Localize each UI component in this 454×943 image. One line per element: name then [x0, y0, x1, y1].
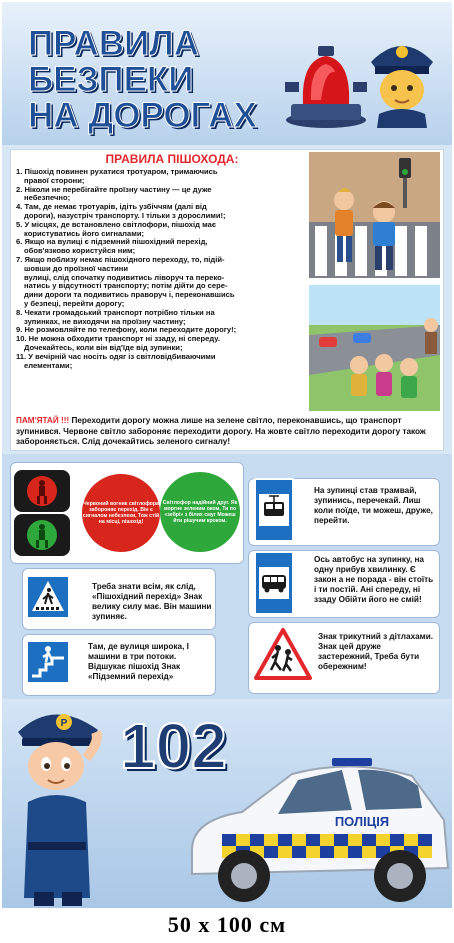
rule-line: у безпеці, перейти дорогу;	[24, 298, 125, 308]
children-crossing-illustration	[309, 152, 440, 278]
title-line-2: БЕЗПЕКИ	[28, 60, 194, 99]
rule-line: 7. Якщо поблизу немає пішохідного переходу, то, підій-	[16, 254, 225, 264]
rules-list	[16, 168, 306, 370]
crosswalk-verse: Треба знати всім, як слід, «Пішохідний перехід» Знак велику силу має. Він машини зупиняє.	[92, 582, 212, 621]
police-siren-icon	[285, 42, 367, 128]
rule-line: вулиці, слід спочатку подивитись ліворуч та переко-	[24, 272, 225, 282]
underground-verse: Там, де вулиця широка, І машини в три потоки. Відшукає пішохід Знак «Підземний перехід»	[88, 642, 189, 681]
poster-size-label: 50 x 100 см	[167, 912, 287, 937]
rule-line: обов'язково користуйся ним;	[24, 246, 136, 256]
tram-stop-sign-icon	[254, 478, 294, 542]
remember-note	[16, 416, 436, 448]
rule-line: 6. Якщо на вулиці є підземний пішохідний перехід,	[16, 237, 208, 247]
underground-crossing-sign-icon	[26, 640, 70, 684]
rule-line: 9. Не розмовляйте по телефону, коли переходите дорогу!;	[16, 325, 237, 335]
title-line-1: ПРАВИЛА	[28, 24, 199, 63]
bus-stop-sign-icon	[254, 551, 294, 615]
remember-label: ПАМ'ЯТАЙ !!!	[16, 416, 70, 425]
red-light-bubble: Червоний вогник світлофора забороняє перехід. Він є сигналом небезпеки, Тож стій на місці, пішохід!	[82, 474, 160, 552]
pedestrian-crossing-sign-icon	[26, 575, 70, 619]
poster	[2, 2, 452, 908]
rule-line: 8. Чекати громадський транспорт потрібно тільки на	[16, 307, 215, 317]
rule-line: 5. У місцях, де встановлено світлофори, пішохід має	[16, 219, 217, 229]
car-police-text: ПОЛІЦІЯ	[334, 814, 390, 829]
rule-line: 2. Ніколи не перебігайте проїзну частину — це дуже	[16, 184, 212, 194]
rule-line: зупинках, не виходячи на проїзну частину;	[24, 316, 186, 326]
rule-line: дороги), назустріч транспорту. І тільки з дорослими!;	[24, 210, 226, 220]
traffic-light-icon	[12, 468, 72, 558]
police-officer-illustration	[4, 702, 114, 906]
police-officer-icon	[367, 30, 437, 128]
rule-line: натись у відсутності транспорту; потім дійти до сере-	[24, 281, 228, 291]
rule-line: 11. У вечірній час носіть одяг із світловідбиваючими	[16, 351, 216, 361]
rule-line: користуватись його сигналами;	[24, 228, 145, 238]
tram-verse: На зупинці став трамвай, зупинись, перечекай. Лиш коли поїде, ти можеш, друже, перейти.	[314, 486, 433, 525]
rule-line: правої сторони;	[24, 175, 85, 185]
emergency-number: 102	[120, 710, 227, 782]
police-badge-letter: P	[60, 718, 68, 729]
children-roadside-illustration	[309, 285, 440, 411]
header-banner	[2, 2, 452, 145]
rule-line: шовши до проїзної частини	[24, 263, 129, 273]
rule-line: небезпечно;	[24, 193, 71, 203]
police-car-illustration	[182, 750, 452, 908]
rule-line: 1. Пішохід повинен рухатися тротуаром, тримаючись	[16, 167, 218, 176]
rule-line: 10. Не можна обходити транспорт ні ззаду, ні спереду.	[16, 334, 220, 344]
rules-title: ПРАВИЛА ПІШОХОДА:	[105, 152, 239, 166]
green-light-bubble: Світлофор надійний друг. Як моргне зеленим оком, Ти по «зебрі» з білих смуг Можеш йти рішучим кроком.	[160, 472, 240, 552]
remember-text: Переходити дорогу можна лише на зелене світло, переконавшись, що транспорт зупинився. Червоне світло забороняє переходити дорогу. На жовте світло переходити дорогу також забороняється. Слід дочекайтись зеленого сигналу!	[16, 416, 426, 446]
children-verse: Знак трикутний з дітлахами. Знак цей друже застережний, Треба бути обережним!	[318, 632, 434, 671]
rule-line: 4. Там, де немає тротуарів, ідіть узбіччям (далі від	[16, 202, 207, 212]
title-line-3: НА ДОРОГАХ	[28, 96, 257, 135]
bus-verse: Ось автобус на зупинку, на одну прибув хвилинку. Є закон а не порада - він стоїть і ти постій. Ані спереду, ні ззаду Обійти його не смій!	[314, 555, 434, 604]
rule-line: елементами;	[24, 360, 73, 370]
children-warning-sign-icon	[254, 628, 312, 680]
rule-line: Дочекайтесь, коли він від'їде від зупинки;	[24, 342, 183, 352]
rule-line: дини дороги та подивитись праворуч і, переконавшись	[24, 290, 235, 300]
